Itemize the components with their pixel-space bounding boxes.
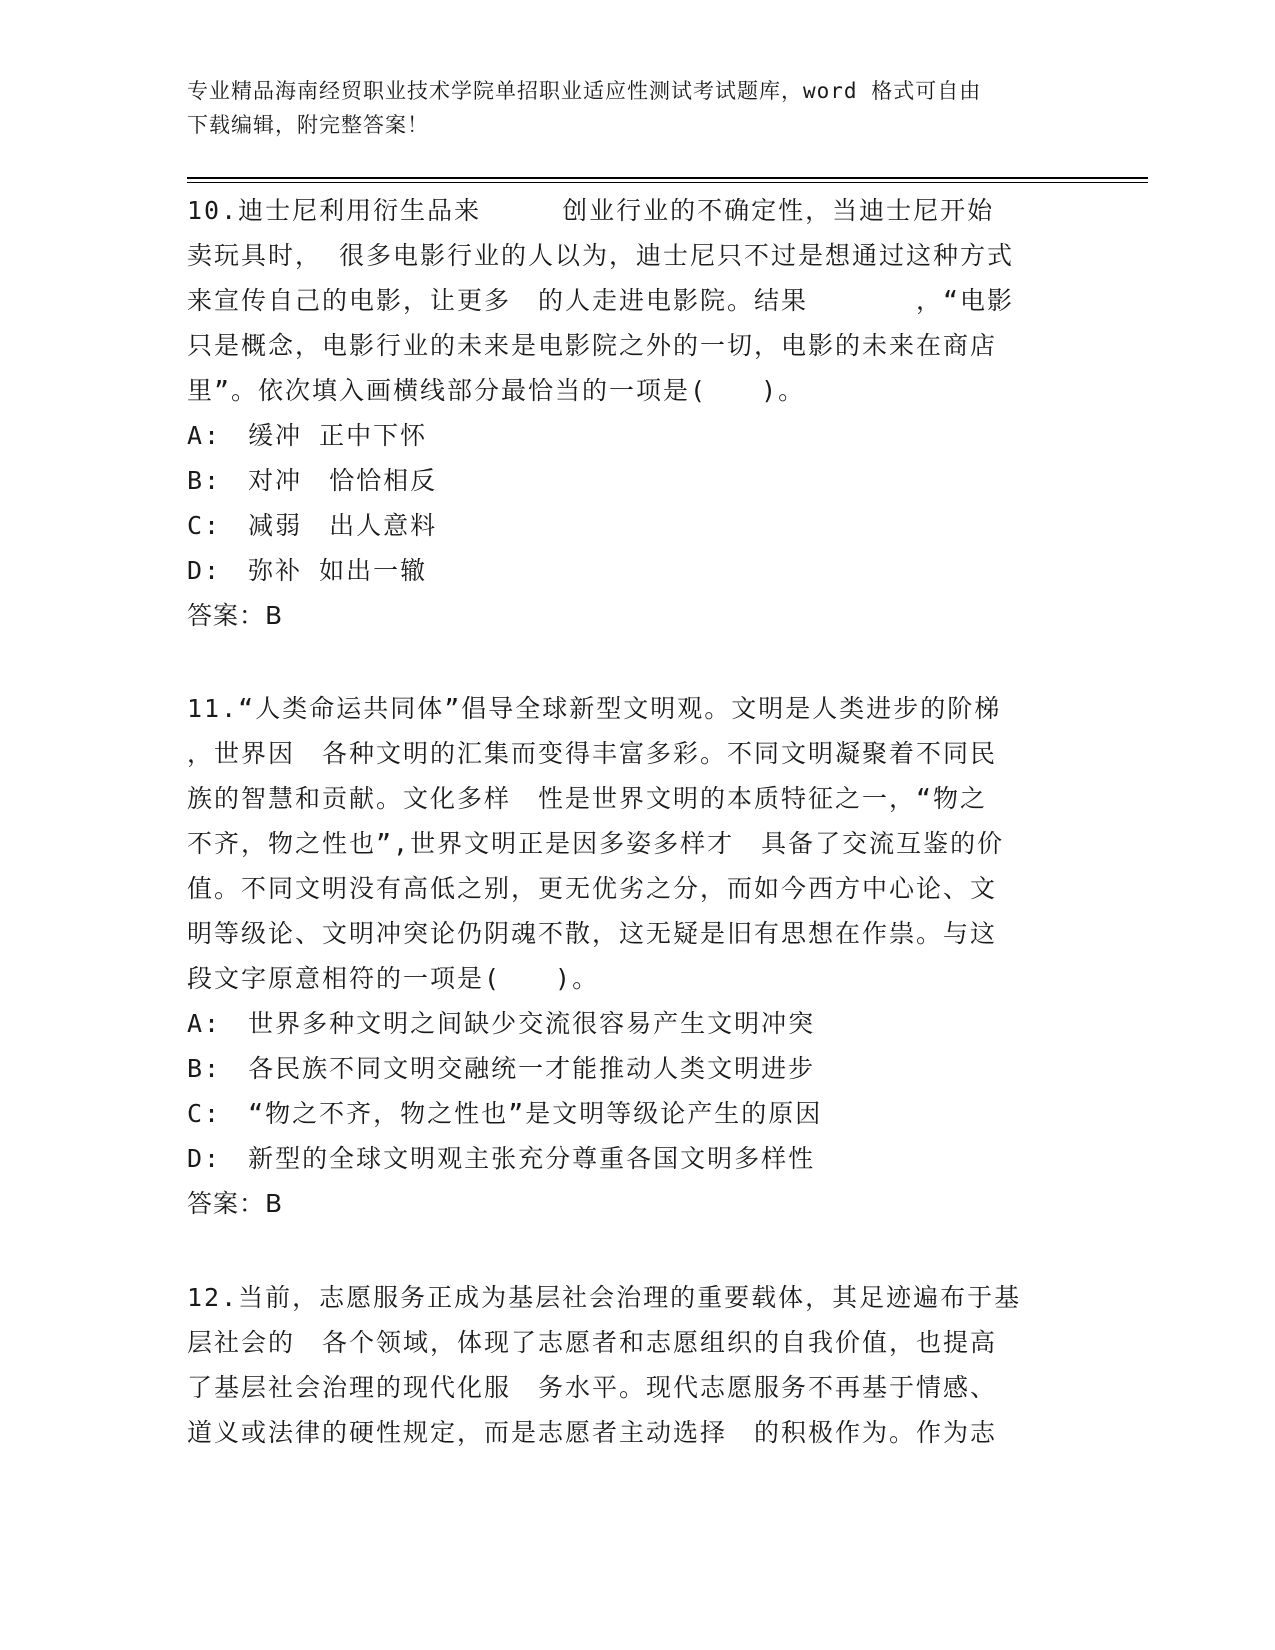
question-stem-line: 只是概念，电影行业的未来是电影院之外的一切，电影的未来在商店 <box>187 331 998 360</box>
question-10 <box>187 188 1087 638</box>
question-stem-line: 里”。依次填入画横线部分最恰当的一项是( )。 <box>187 376 806 405</box>
question-stem-line: 来宣传自己的电影，让更多 的人走进电影院。结果 ，“电影 <box>187 286 1015 315</box>
question-12 <box>187 1275 1087 1455</box>
option-a: A: 缓冲 正中下怀 <box>187 421 428 450</box>
option-b: B: 各民族不同文明交融统一才能推动人类文明进步 <box>187 1054 816 1083</box>
question-stem-line: 了基层社会治理的现代化服 务水平。现代志愿服务不再基于情感、 <box>187 1373 998 1402</box>
answer-line: 答案：B <box>187 1189 284 1218</box>
option-c: C: “物之不齐，物之性也”是文明等级论产生的原因 <box>187 1099 823 1128</box>
header-divider-thick <box>187 177 1148 179</box>
question-stem-line: 段文字原意相符的一项是( )。 <box>187 964 600 993</box>
header-divider-thin <box>187 182 1148 183</box>
question-stem-line: 不齐，物之性也”,世界文明正是因多姿多样才 具备了交流互鉴的价 <box>187 829 1005 858</box>
option-d: D: 新型的全球文明观主张充分尊重各国文明多样性 <box>187 1144 816 1173</box>
question-stem-line: ，世界因 各种文明的汇集而变得丰富多彩。不同文明凝聚着不同民 <box>187 739 998 768</box>
header-line: 下载编辑，附完整答案！ <box>187 113 429 137</box>
document-header <box>187 74 1067 142</box>
answer-line: 答案：B <box>187 601 284 630</box>
question-stem-line: 10.迪士尼利用衍生品来 创业行业的不确定性，当迪士尼开始 <box>187 196 995 225</box>
question-stem-line: 层社会的 各个领域，体现了志愿者和志愿组织的自我价值，也提高 <box>187 1328 998 1357</box>
question-stem-line: 道义或法律的硬性规定，而是志愿者主动选择 的积极作为。作为志 <box>187 1418 998 1447</box>
question-stem-line: 族的智慧和贡献。文化多样 性是世界文明的本质特征之一，“物之 <box>187 784 988 813</box>
question-stem-line: 11.“人类命运共同体”倡导全球新型文明观。文明是人类进步的阶梯 <box>187 694 1002 723</box>
option-b: B: 对冲 恰恰相反 <box>187 466 438 495</box>
question-stem-line: 值。不同文明没有高低之别，更无优劣之分，而如今西方中心论、文 <box>187 874 998 903</box>
option-c: C: 减弱 出人意料 <box>187 511 438 540</box>
question-11 <box>187 686 1087 1226</box>
question-stem-line: 卖玩具时， 很多电影行业的人以为，迪士尼只不过是想通过这种方式 <box>187 241 1015 270</box>
option-a: A: 世界多种文明之间缺少交流很容易产生文明冲突 <box>187 1009 816 1038</box>
header-line: 专业精品海南经贸职业技术学院单招职业适应性测试考试题库，word 格式可自由 <box>187 79 982 103</box>
question-stem-line: 明等级论、文明冲突论仍阴魂不散，这无疑是旧有思想在作祟。与这 <box>187 919 998 948</box>
option-d: D: 弥补 如出一辙 <box>187 556 428 585</box>
question-stem-line: 12.当前，志愿服务正成为基层社会治理的重要载体，其足迹遍布于基 <box>187 1283 1022 1312</box>
